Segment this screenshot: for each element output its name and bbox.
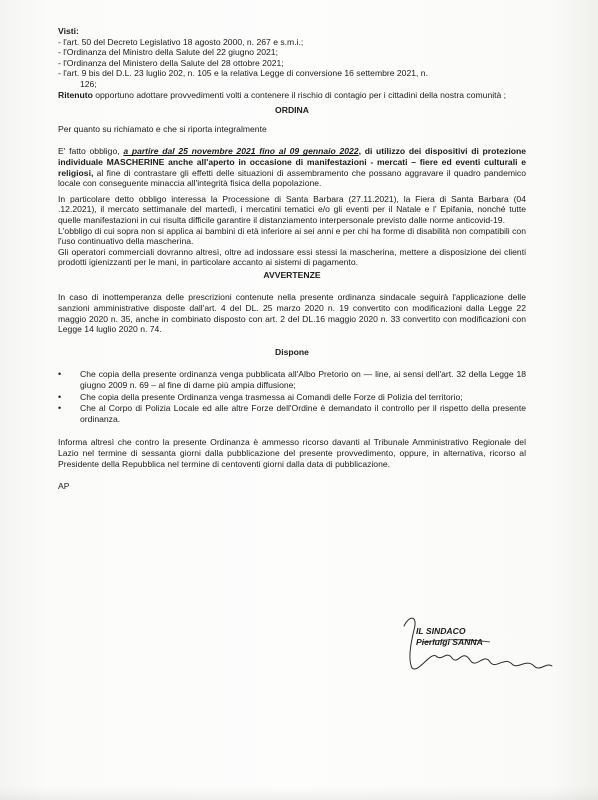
visti-item: 126;	[80, 78, 97, 89]
dispone-item	[58, 369, 526, 390]
ritenuto-text: opportuno adottare provvedimenti volti a contenere il rischio di contagio per i cittadini della nostra comunità ;	[92, 89, 507, 100]
signature-title	[416, 626, 483, 648]
dispone-item	[58, 403, 526, 424]
dispone-item	[58, 392, 526, 403]
signature-block	[400, 612, 560, 682]
bullet-icon: •	[58, 391, 62, 402]
mayor-name: Pierluigi SANNA	[416, 637, 483, 647]
dispone-list	[58, 369, 526, 424]
ordina-paragraph-operatori: Gli operatori commerciali dovranno altresì, oltre ad indossare essi stessi la mascherina, mettere a disposizione dei clienti prodotti igienizzanti per le mani, in particolare accanto ai sistemi di pagamento.	[58, 246, 526, 268]
visti-list	[58, 37, 526, 90]
ordina-paragraph-esenzioni: L'obbligo di cui sopra non si applica ai bambini di età inferiore ai sei anni e per chi ha forme di disabilità non compatibili con l'uso continuativo della mascherina.	[58, 225, 526, 247]
page-shadow	[0, 786, 598, 800]
ritenuto-label: Ritenuto	[58, 89, 93, 100]
avvertenze-heading: AVVERTENZE	[263, 269, 321, 280]
avvertenze-text: In caso di inottemperanza delle prescrizioni contenute nella presente ordinanza sindacale seguirà l'applicazione delle sanzioni amministrative disposte dall'art. 4 del DL. 25 marzo 2020 n. 19 convertito con modificazioni dalla Legge 22 maggio 2020 n. 35, anche in combinato disposto con art. 2 del DL.16 maggio 2020 n. 33 convertito con modificazioni con Legge 14 luglio 2020 n. 74.	[58, 292, 526, 335]
informa-paragraph: Informa altresì che contro la presente Ordinanza è ammesso ricorso davanti al Tribunale Amministrativo Regionale del Lazio nel termine di sessanta giorni dalla pubblicazione del presente provvedimento, oppure, in alternativa, ricorso al Presidente della Repubblica nel termine di centoventi giorni dalla data di pubblicazione.	[58, 437, 526, 469]
ordinance-text	[58, 26, 526, 492]
ordina-intro: Per quanto su richiamato e che si riporta integralmente	[58, 123, 267, 134]
ordina-heading: ORDINA	[275, 105, 309, 116]
bullet-icon: •	[58, 403, 62, 414]
visti-heading: Visti:	[58, 26, 79, 36]
dispone-item-text: Che copia della presente ordinanza venga pubblicata all'Albo Pretorio on — line, ai sensi dell'art. 32 della Legge 18 giugno 2009 n. 69 – al fine di darne più ampia diffusione;	[80, 369, 526, 391]
visti-item: - l'Ordinanza del Ministro della Salute del 22 giugno 2021;	[58, 47, 278, 58]
initials: AP	[58, 481, 70, 492]
obbligo-end: al fine di contrastare gli effetti delle situazioni di assembramento che possano aggravare il quadro pandemico locale con conseguente minaccia all'integrità fisica della popolazione.	[58, 167, 526, 189]
dispone-item-text: Che al Corpo di Polizia Locale ed alle altre Forze dell'Ordine è demandato il controllo per il rispetto della presente ordinanza.	[80, 403, 526, 424]
ordina-paragraph-particolare: In particolare detto obbligo interessa la Processione di Santa Barbara (27.11.2021), la Fiera di Santa Barbara (04 .12.2021), il mercato settimanale del martedì, i mercatini tematici e/o gli eventi per il Natale e l' Epifania, nonché tutte quelle manifestazioni in cui risulta difficile garantire il distanziamento interpersonale previsto dalle norme anticovid-19.	[58, 193, 526, 225]
obbligo-dates: a partire dal 25 novembre 2021 fino al 09 gennaio 2022	[123, 146, 359, 157]
ordina-paragraph-obbligo	[58, 146, 526, 188]
dispone-heading: Dispone	[275, 346, 309, 357]
obbligo-start: E' fatto obbligo,	[58, 146, 124, 157]
ritenuto-paragraph	[58, 90, 526, 101]
bullet-icon: •	[58, 369, 62, 380]
obbligo-bold: , di utilizzo dei dispositivi di protezione individuale MASCHERINE anche all'aperto in occasione di manifestazioni - mercati – fiere ed eventi culturali e religiosi,	[58, 146, 527, 178]
visti-item: - l'art. 9 bis del D.L. 23 luglio 202, n. 105 e la relativa Legge di conversione 16 settembre 2021, n.	[58, 68, 428, 79]
visti-item: - l'Ordinanza del Ministero della Salute del 28 ottobre 2021;	[58, 57, 284, 68]
mayor-title: IL SINDACO	[416, 626, 466, 636]
dispone-item-text: Che copia della presente Ordinanza venga trasmessa ai Comandi delle Forze di Polizia del territorio;	[80, 391, 463, 402]
visti-item: - l'art. 50 del Decreto Legislativo 18 agosto 2000, n. 267 e s.m.i.;	[58, 36, 304, 47]
